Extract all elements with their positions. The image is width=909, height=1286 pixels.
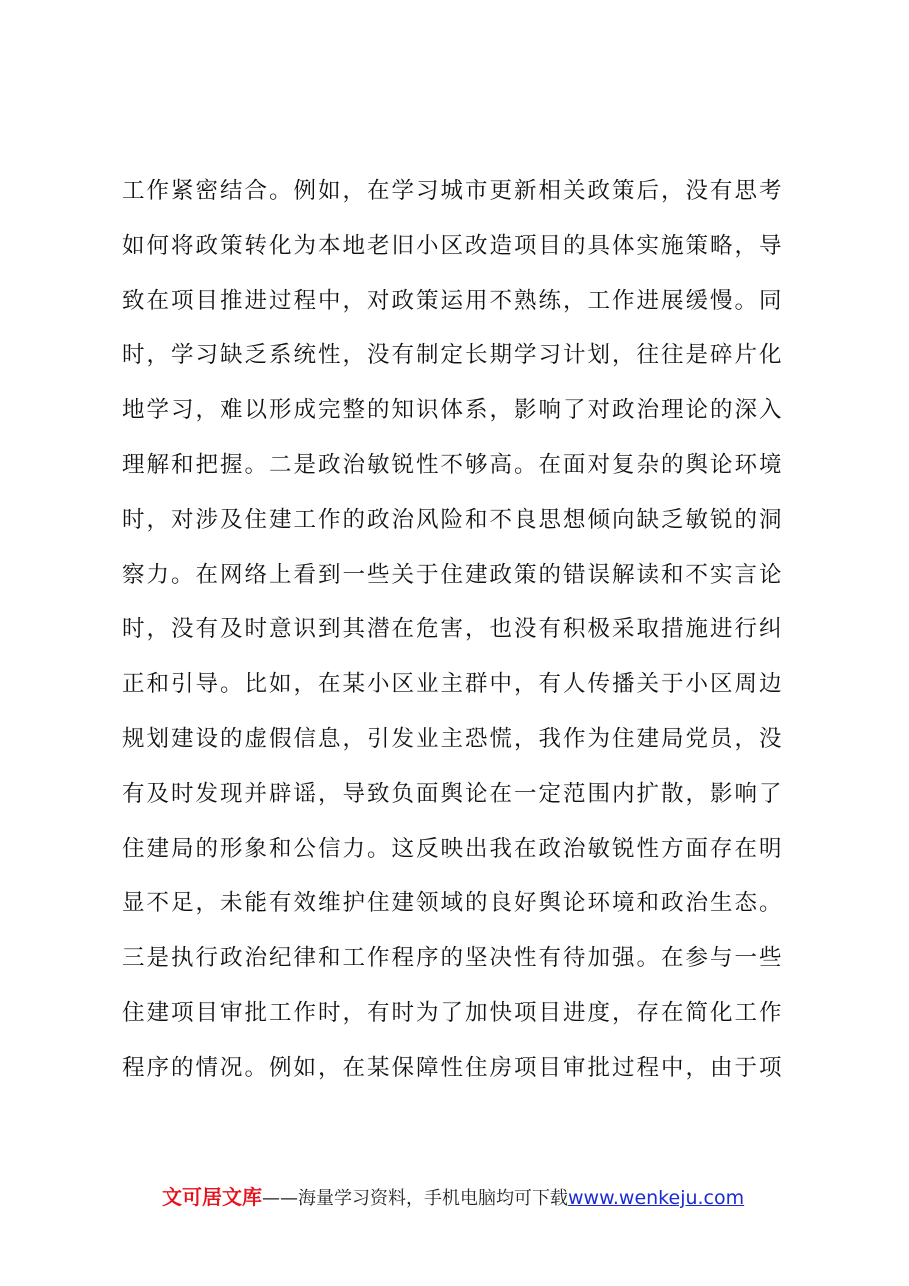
text-line: 地学习，难以形成完整的知识体系，影响了对政治理论的深入	[122, 397, 782, 424]
text-line: 工作紧密结合。例如，在学习城市更新相关政策后，没有思考	[122, 178, 782, 204]
text-line: 致在项目推进过程中，对政策运用不熟练，工作进展缓慢。同	[122, 287, 782, 314]
footer-tagline: ——海量学习资料，手机电脑均可下载	[262, 1188, 568, 1209]
text-line: 住建局的形象和公信力。这反映出我在政治敏锐性方面存在明	[122, 835, 782, 862]
text-line: 规划建设的虚假信息，引发业主恐慌，我作为住建局党员，没	[122, 725, 782, 752]
text-line: 察力。在网络上看到一些关于住建政策的错误解读和不实言论	[122, 561, 782, 588]
footer-banner	[162, 1181, 782, 1213]
text-line: 住建项目审批工作时，有时为了加快项目进度，存在简化工作	[122, 999, 782, 1026]
footer-website-link[interactable]: www.wenkeju.com	[568, 1187, 745, 1209]
text-line: 如何将政策转化为本地老旧小区改造项目的具体实施策略，导	[122, 232, 782, 259]
text-line: 时，学习缺乏系统性，没有制定长期学习计划，往往是碎片化	[122, 342, 782, 369]
body-text	[122, 164, 782, 1096]
text-line: 程序的情况。例如，在某保障性住房项目审批过程中，由于项	[122, 1054, 782, 1081]
text-line: 三是执行政治纪律和工作程序的坚决性有待加强。在参与一些	[122, 945, 782, 972]
footer-brand: 文可居文库	[162, 1185, 262, 1209]
text-line: 正和引导。比如，在某小区业主群中，有人传播关于小区周边	[122, 671, 782, 698]
text-line: 显不足，未能有效维护住建领域的良好舆论环境和政治生态。	[122, 890, 782, 917]
text-line: 理解和把握。二是政治敏锐性不够高。在面对复杂的舆论环境	[122, 451, 782, 478]
text-line: 时，没有及时意识到其潜在危害，也没有积极采取措施进行纠	[122, 616, 782, 643]
text-line: 时，对涉及住建工作的政治风险和不良思想倾向缺乏敏锐的洞	[122, 506, 782, 533]
text-line: 有及时发现并辟谣，导致负面舆论在一定范围内扩散，影响了	[122, 780, 782, 807]
